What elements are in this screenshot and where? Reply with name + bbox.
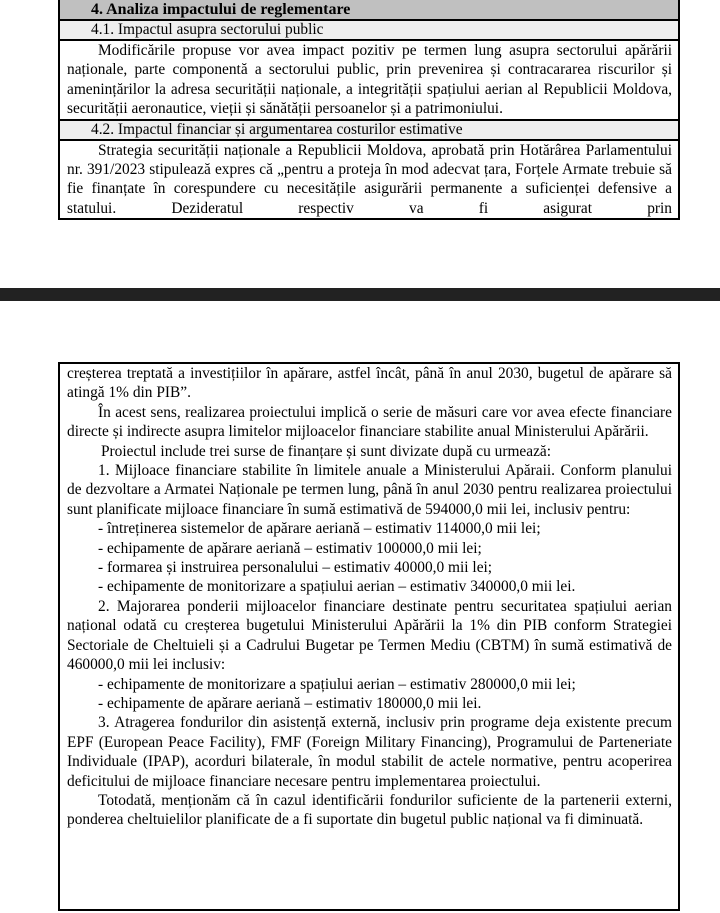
document-page-2 (0, 301, 720, 913)
funding-source-1-item: - echipamente de apărare aeriană – estimativ 100000,0 mii lei; (98, 539, 482, 557)
funding-source-2-item: - echipamente de monitorizare a spațiului aerian – estimativ 280000,0 mii lei; (98, 675, 576, 693)
funding-source-2: 2. Majorarea ponderii mijloacelor financiare destinate pentru securitatea spațiului aerian național odată cu creșterea bugetului Ministerului Apărării la 1% din PIB conform Strategiei Sectoriale de Cheltuieli și a Cadrului Bugetar pe Termen Mediu (CBTM) în sumă estimativă de 460000,0 mii lei inclusiv: (67, 597, 672, 674)
funding-source-1: 1. Mijloace financiare stabilite în limitele anuale a Ministerului Apăraii. Conform planului de dezvoltare a Armatei Naționale pe termen lung, până în anul 2030 pentru realizarea proiectului sunt planificate mijloace financiare în sumă estimativă de 594000,0 mii lei, inclusiv pentru: (67, 462, 672, 518)
subsection-title-public-impact: 4.1. Impactul asupra sectorului public (91, 21, 324, 38)
document-page-1 (0, 0, 720, 288)
conclusion-paragraph: Totodată, menționăm că în cazul identificării fondurilor suficiente de la partenerii externi, ponderea cheltuielilor planificate de a fi suportate din bugetul public național va fi diminuată. (67, 791, 672, 829)
financial-impact-body-continued (60, 364, 678, 830)
subsection-header-row (60, 21, 678, 41)
public-impact-paragraph: Modificările propuse vor avea impact pozitiv pe termen lung asupra sectorului apărării naționale, parte componentă a sectorului public, prin prevenirea și contracararea riscurilor și amenințărilor la adresa securității naționale, a integrității spațiului aerian al Republicii Moldova, securității aeronautice, vieții și sănătății persoanelor și a patrimoniului. (67, 42, 672, 118)
subsection-header-row (60, 121, 678, 141)
section-header-row (60, 0, 678, 21)
strategy-paragraph: Strategia securității naționale a Republicii Moldova, aprobată prin Hotărârea Parlamentului nr. 391/2023 stipulează expres că „pentru a proteja în mod adecvat țara, Forțele Armate trebuie să fie finanțate în corespundere cu necesitățile asigurării permanente a suficienței defensive a statului. Dezideratul respectiv va fi asigurat prin (67, 141, 672, 217)
page-separator (0, 288, 720, 301)
funding-source-1-item: - întreținerea sistemelor de apărare aeriană – estimativ 114000,0 mii lei; (98, 520, 541, 538)
measures-paragraph: În acest sens, realizarea proiectului implică o serie de măsuri care vor avea efecte financiare directe și indirecte asupra limitelor mijloacelor financiare stabilite anual Ministerului Apărării. (67, 403, 672, 441)
funding-sources-intro: Proiectul include trei surse de finanțare și sunt divizate după cu urmează: (101, 442, 552, 460)
public-impact-body (60, 41, 678, 121)
funding-source-3: 3. Atragerea fondurilor din asistență externă, inclusiv prin programe deja existente precum EPF (European Peace Facility), FMF (Foreign Military Financing), Programului de Parteneriate Individuale (IPAP), acorduri bilaterale, în modul stabilit de actele normative, pentru acoperirea deficitului de mijloace financiare necesare pentru implementarea proiectului. (67, 714, 672, 790)
funding-source-2-item: - echipamente de apărare aeriană – estimativ 180000,0 mii lei. (98, 694, 482, 712)
section-title: 4. Analiza impactului de reglementare (91, 1, 351, 18)
strategy-paragraph-continuation: creșterea treptată a investițiilor în apărare, astfel încât, până în anul 2030, bugetul de apărare să atingă 1% din PIB”. (67, 365, 672, 402)
impact-analysis-table-continued (58, 362, 680, 911)
funding-source-1-item: - echipamente de monitorizare a spațiului aerian – estimativ 340000,0 mii lei. (98, 578, 576, 596)
financial-impact-body (60, 141, 678, 219)
funding-source-1-item: - formarea și instruirea personalului – estimativ 40000,0 mii lei; (98, 559, 493, 577)
impact-analysis-table (58, 0, 680, 220)
subsection-title-financial-impact: 4.2. Impactul financiar și argumentarea costurilor estimative (91, 120, 463, 138)
